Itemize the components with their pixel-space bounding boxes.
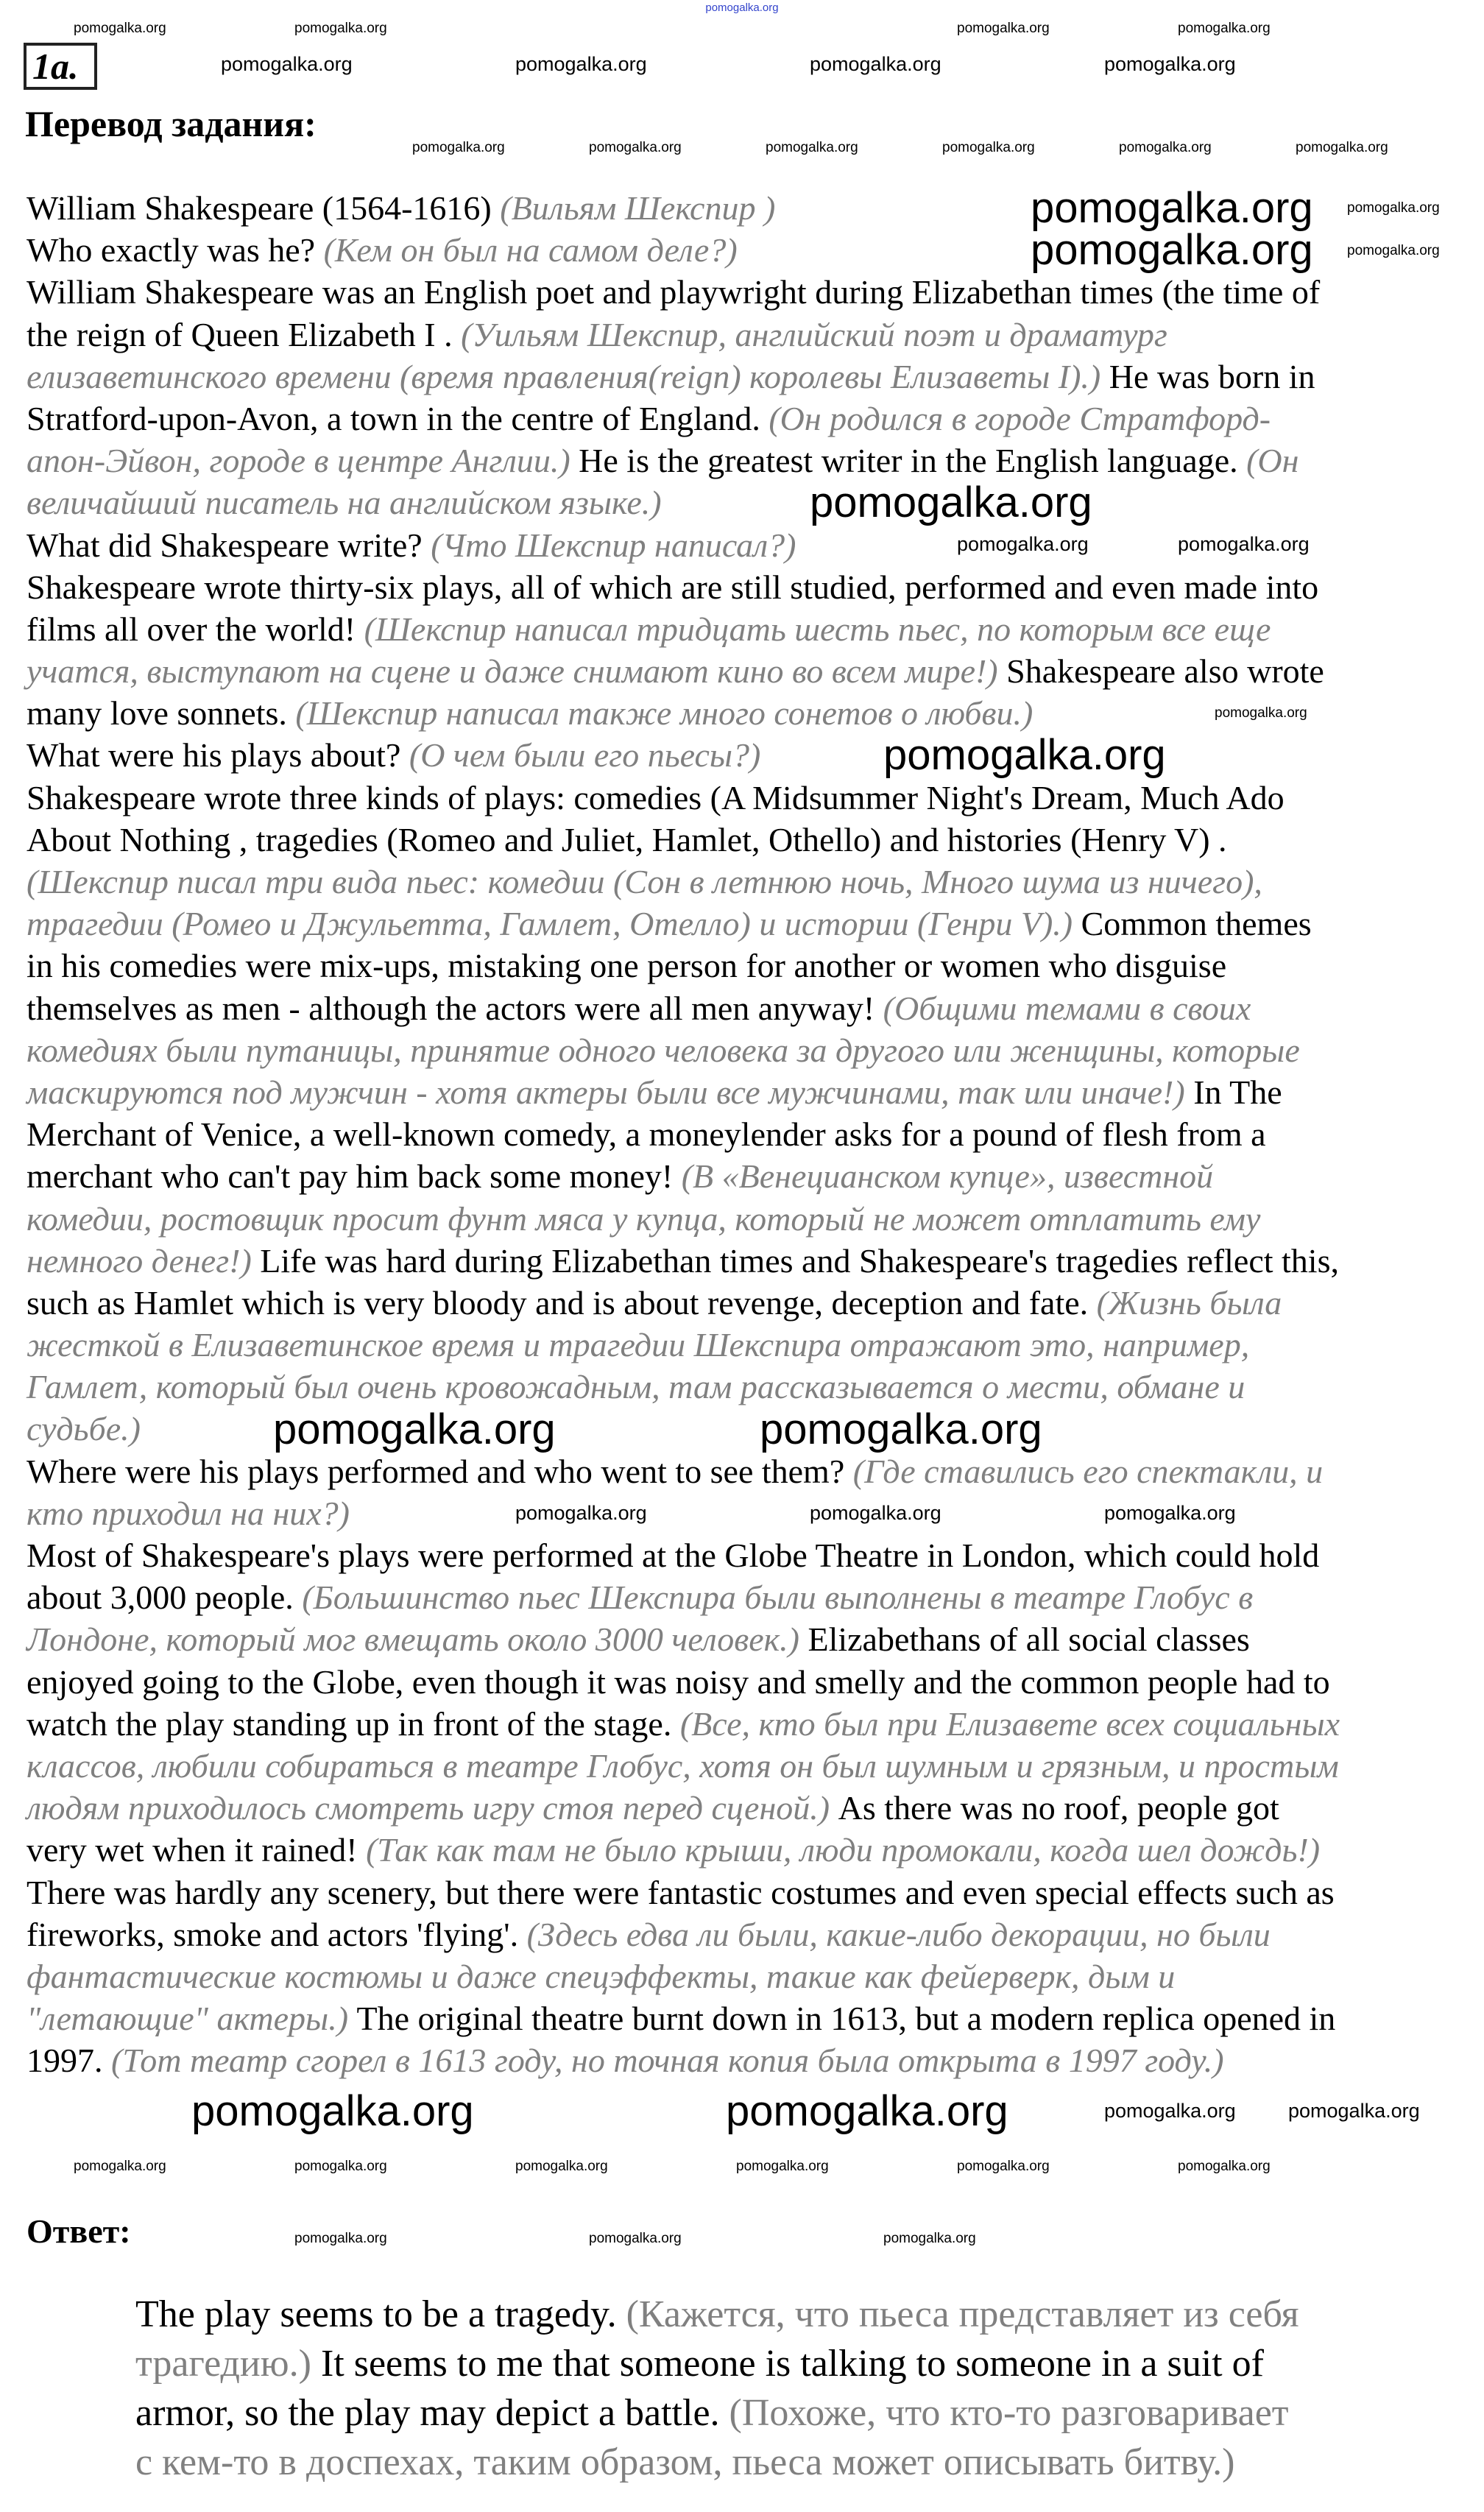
text-line — [26, 1405, 1340, 1453]
watermark: pomogalka.org — [883, 2231, 976, 2246]
english-text: The original theatre burnt down in 1613, but a modern replica opened in — [348, 2000, 1336, 2038]
english-text: films all over the world! — [26, 610, 364, 648]
text-line — [26, 440, 1340, 481]
english-text: Most of Shakespeare's plays were performed at the Globe Theatre in London, which could hold — [26, 1537, 1320, 1574]
text-line — [26, 398, 1340, 440]
english-text: Common themes — [1073, 905, 1312, 943]
translation-text: классов, любили собираться в театре Глобус, хотя он был шумным и грязным, и простым — [26, 1746, 1339, 1785]
english-text: such as Hamlet which is very bloody and is about revenge, deception and fate. — [26, 1283, 1097, 1322]
english-text: William Shakespeare was an English poet and playwright during Elizabethan times (the time of — [26, 273, 1321, 311]
translation-text: (Тот театр сгорел в 1613 году, но точная копия была открыта в 1997 году.) — [111, 2042, 1224, 2080]
watermark: pomogalka.org — [515, 1502, 647, 1524]
english-text: very wet when it rained! — [26, 1831, 367, 1869]
text-line — [26, 861, 1340, 903]
translation-text: елизаветинского времени (время правления(reign) королевы Елизаветы I).) — [26, 357, 1101, 395]
text-line — [26, 1913, 1340, 1955]
translation-text: учатся, выступают на сцене и даже снимают кино во всем мире!) — [26, 652, 998, 691]
watermark: pomogalka.org — [957, 2159, 1050, 2174]
watermark: pomogalka.org — [942, 140, 1035, 155]
text-line — [135, 2388, 1299, 2438]
english-text: Where were his plays performed and who went to see them? — [26, 1452, 853, 1490]
translation-text: немного денег!) — [26, 1241, 252, 1280]
watermark: pomogalka.org — [1104, 53, 1236, 75]
watermark: pomogalka.org — [736, 2159, 829, 2174]
text-line — [26, 271, 1340, 313]
translation-text: (Похоже, что кто-то разговаривает — [729, 2392, 1289, 2434]
english-text: What did Shakespeare write? — [26, 526, 431, 564]
english-text: William Shakespeare (1564-1616) — [26, 189, 501, 227]
watermark: pomogalka.org — [515, 2159, 608, 2174]
watermark: pomogalka.org — [294, 2231, 387, 2246]
watermark: pomogalka.org — [1178, 21, 1271, 36]
translation-text: (Большинство пьес Шекспира были выполнены в театре Глобус в — [302, 1578, 1254, 1617]
translation-text: (Шекспир написал также много сонетов о любви.) — [295, 694, 1034, 733]
english-text: Elizabethans of all social classes — [799, 1620, 1250, 1659]
text-line — [26, 1576, 1340, 1618]
watermark: pomogalka.org — [74, 2159, 166, 2174]
text-line — [26, 1997, 1340, 2039]
translation-text: (Все, кто был при Елизавете всех социальных — [679, 1704, 1340, 1743]
translation-text: трагедии (Ромео и Джульетта, Гамлет, Отелло) и истории (Генри V).) — [26, 905, 1073, 943]
english-text: What were his plays about? — [26, 736, 409, 775]
text-line — [135, 2438, 1299, 2487]
english-text: About Nothing , tragedies (Romeo and Juliet, Hamlet, Othello) and histories (Henry V) . — [26, 820, 1227, 858]
translation-text: людям приходилось смотреть игру стоя перед сценой.) — [26, 1789, 830, 1827]
english-text: armor, so the play may depict a battle. — [135, 2392, 729, 2434]
english-text: The play seems to be a tragedy. — [135, 2293, 626, 2335]
text-line — [26, 1155, 1340, 1197]
text-line — [26, 1366, 1340, 1408]
text-line — [26, 1282, 1340, 1324]
task-number-badge: 1a. — [24, 43, 97, 90]
text-line — [26, 479, 1340, 526]
english-text: He was born in — [1100, 357, 1315, 395]
watermark: pomogalka.org — [957, 21, 1050, 36]
english-text: watch the play standing up in front of the stage. — [26, 1704, 680, 1743]
answer-heading: Ответ: — [26, 2212, 131, 2250]
translation-text: (Шекспир писал три вида пьес: комедии (Сон в летнюю ночь, Много шума из ничего), — [26, 863, 1262, 900]
watermark: pomogalka.org — [221, 53, 353, 75]
watermark: pomogalka.org — [1104, 2100, 1236, 2122]
translation-text: с кем-то в доспехах, таким образом, пьеса может описывать битву.) — [135, 2441, 1235, 2483]
text-line — [26, 314, 1340, 356]
text-line — [26, 987, 1340, 1029]
translation-text: (В «Венецианском купце», известной — [681, 1157, 1214, 1196]
translation-text: (Здесь едва ли были, какие-либо декорации, но были — [526, 1915, 1271, 1953]
translation-text: величайший писатель на английском языке.) — [26, 484, 662, 522]
translation-text: "летающие" актеры.) — [26, 2000, 349, 2038]
text-line — [135, 2290, 1299, 2339]
english-text: in his comedies were mix-ups, mistaking one person for another or women who disguise — [26, 947, 1227, 985]
watermark: pomogalka.org — [1119, 140, 1212, 155]
english-text: many love sonnets. — [26, 694, 296, 733]
watermark: pomogalka.org — [760, 1405, 1042, 1453]
text-line — [26, 356, 1340, 398]
text-line — [26, 1745, 1340, 1787]
translation-text: (Он — [1246, 442, 1299, 480]
watermark: pomogalka.org — [1296, 140, 1388, 155]
text-line — [26, 777, 1340, 819]
text-line — [26, 1240, 1340, 1282]
translation-text: (Шекспир написал тридцать шесть пьес, по которым все еще — [364, 610, 1271, 648]
english-text: themselves as men - although the actors were all men anyway! — [26, 989, 883, 1027]
section-heading: Перевод задания: — [25, 103, 317, 144]
text-line — [26, 1534, 1340, 1576]
translation-text: (Что Шекспир написал?) — [431, 526, 796, 564]
watermark: pomogalka.org — [1215, 705, 1307, 721]
text-line — [135, 2339, 1299, 2388]
watermark: pomogalka.org — [726, 2087, 1008, 2135]
watermark: pomogalka.org — [1347, 243, 1440, 258]
watermark: pomogalka.org — [1288, 2100, 1420, 2122]
translation-text: трагедию.) — [135, 2343, 311, 2385]
translation-text: жесткой в Елизаветинское время и трагедии Шекспира отражают это, например, — [26, 1326, 1250, 1364]
watermark: pomogalka.org — [1347, 200, 1440, 216]
translation-text: фантастические костюмы и даже спецэффекты, такие как фейерверк, дым и — [26, 1957, 1176, 1995]
watermark: pomogalka.org — [589, 140, 682, 155]
text-line — [26, 524, 1340, 566]
english-text: There was hardly any scenery, but there were fantastic costumes and even special effects such as — [26, 1873, 1335, 1911]
text-line — [26, 1029, 1340, 1071]
text-line — [26, 1450, 1340, 1492]
watermark: pomogalka.org — [1031, 226, 1313, 274]
translation-text: апон-Эйвон, городе в центре Англии.) — [26, 442, 570, 480]
english-text: merchant who can't pay him back some money! — [26, 1157, 682, 1196]
text-line — [26, 1618, 1340, 1660]
text-line — [26, 608, 1340, 650]
english-text: He is the greatest writer in the English language. — [570, 442, 1247, 480]
watermark: pomogalka.org — [294, 2159, 387, 2174]
answer-text — [135, 2290, 1299, 2487]
english-text: In The — [1184, 1073, 1282, 1111]
watermark: pomogalka.org — [1178, 2159, 1271, 2174]
translation-text: (Где ставились его спектакли, и — [852, 1452, 1324, 1490]
text-line — [26, 1871, 1340, 1913]
watermark: pomogalka.org — [1178, 533, 1310, 555]
english-text: Shakespeare wrote three kinds of plays: comedies (A Midsummer Night's Dream, Much Ado — [26, 778, 1285, 816]
watermark: pomogalka.org — [1104, 1502, 1236, 1524]
text-line — [26, 566, 1340, 608]
translation-text: (Кажется, что пьеса представляет из себя — [626, 2293, 1299, 2335]
english-text: the reign of Queen Elizabeth I . — [26, 315, 462, 353]
translation-text: (Общими темами в своих — [883, 989, 1251, 1027]
text-line — [26, 1198, 1340, 1240]
translation-text: комедиях были путаницы, принятие одного человека за другого или женщины, которые — [26, 1031, 1300, 1069]
watermark: pomogalka.org — [810, 479, 1092, 526]
english-text: fireworks, smoke and actors 'flying'. — [26, 1915, 527, 1953]
text-line — [26, 692, 1340, 734]
translation-text: (Вильям Шекспир ) — [500, 189, 776, 227]
top-watermark: pomogalka.org — [705, 1, 779, 14]
translation-text: (Кем он был на самом деле?) — [323, 231, 738, 269]
watermark: pomogalka.org — [273, 1405, 556, 1453]
english-text: enjoyed going to the Globe, even though it was noisy and smelly and the common people had to — [26, 1662, 1330, 1701]
text-line — [26, 1829, 1340, 1871]
text-line — [26, 1324, 1340, 1366]
watermark: pomogalka.org — [589, 2231, 682, 2246]
text-line — [26, 1071, 1340, 1113]
english-text: It seems to me that someone is talking to someone in a suit of — [311, 2343, 1264, 2385]
watermark: pomogalka.org — [74, 21, 166, 36]
english-text: Stratford-upon-Avon, a town in the centre of England. — [26, 399, 769, 437]
english-text: Who exactly was he? — [26, 231, 324, 269]
english-text: about 3,000 people. — [26, 1578, 303, 1617]
translation-text: комедии, ростовщик просит фунт мяса у купца, который не может отплатить ему — [26, 1199, 1261, 1238]
translation-text: судьбе.) — [26, 1410, 141, 1448]
watermark: pomogalka.org — [191, 2087, 474, 2135]
text-line — [26, 1703, 1340, 1745]
watermark: pomogalka.org — [810, 53, 941, 75]
english-text: Merchant of Venice, a well-known comedy, a moneylender asks for a pound of flesh from a — [26, 1115, 1266, 1154]
text-line — [26, 1113, 1340, 1155]
translation-text: (О чем были его пьесы?) — [409, 736, 761, 775]
text-line — [26, 1661, 1340, 1703]
english-text: 1997. — [26, 2042, 111, 2080]
text-line — [26, 650, 1340, 692]
translation-text: (Он родился в городе Стратфорд- — [768, 399, 1271, 437]
body-text — [26, 184, 1340, 2081]
watermark: pomogalka.org — [957, 533, 1089, 555]
watermark: pomogalka.org — [766, 140, 858, 155]
english-text: As there was no roof, people got — [830, 1789, 1279, 1827]
text-line — [26, 903, 1340, 945]
translation-text: кто приходил на них?) — [26, 1494, 350, 1532]
watermark: pomogalka.org — [1031, 184, 1313, 232]
english-text: Life was hard during Elizabethan times and Shakespeare's tragedies reflect this, — [251, 1241, 1339, 1280]
translation-text: (Жизнь была — [1096, 1283, 1282, 1322]
translation-text: (Уильям Шекспир, английский поэт и драматург — [461, 315, 1167, 353]
translation-text: Лондоне, который мог вмещать около 3000 человек.) — [26, 1620, 799, 1659]
watermark: pomogalka.org — [515, 53, 647, 75]
watermark: pomogalka.org — [412, 140, 505, 155]
watermark: pomogalka.org — [810, 1502, 941, 1524]
text-line — [26, 1955, 1340, 1997]
text-line — [26, 819, 1340, 861]
watermark: pomogalka.org — [294, 21, 387, 36]
translation-text: Гамлет, который был очень кровожадным, там рассказывается о мести, обмане и — [26, 1368, 1246, 1406]
text-line — [26, 2039, 1340, 2081]
text-line — [26, 945, 1340, 987]
translation-text: маскируются под мужчин - хотя актеры были все мужчинами, так или иначе!) — [26, 1073, 1185, 1111]
translation-text: (Так как там не было крыши, люди промокали, когда шел дождь!) — [366, 1831, 1321, 1869]
english-text: Shakespeare also wrote — [997, 652, 1324, 691]
watermark: pomogalka.org — [883, 731, 1166, 779]
english-text: Shakespeare wrote thirty-six plays, all of which are still studied, performed and even made into — [26, 568, 1319, 606]
text-line — [26, 1787, 1340, 1829]
